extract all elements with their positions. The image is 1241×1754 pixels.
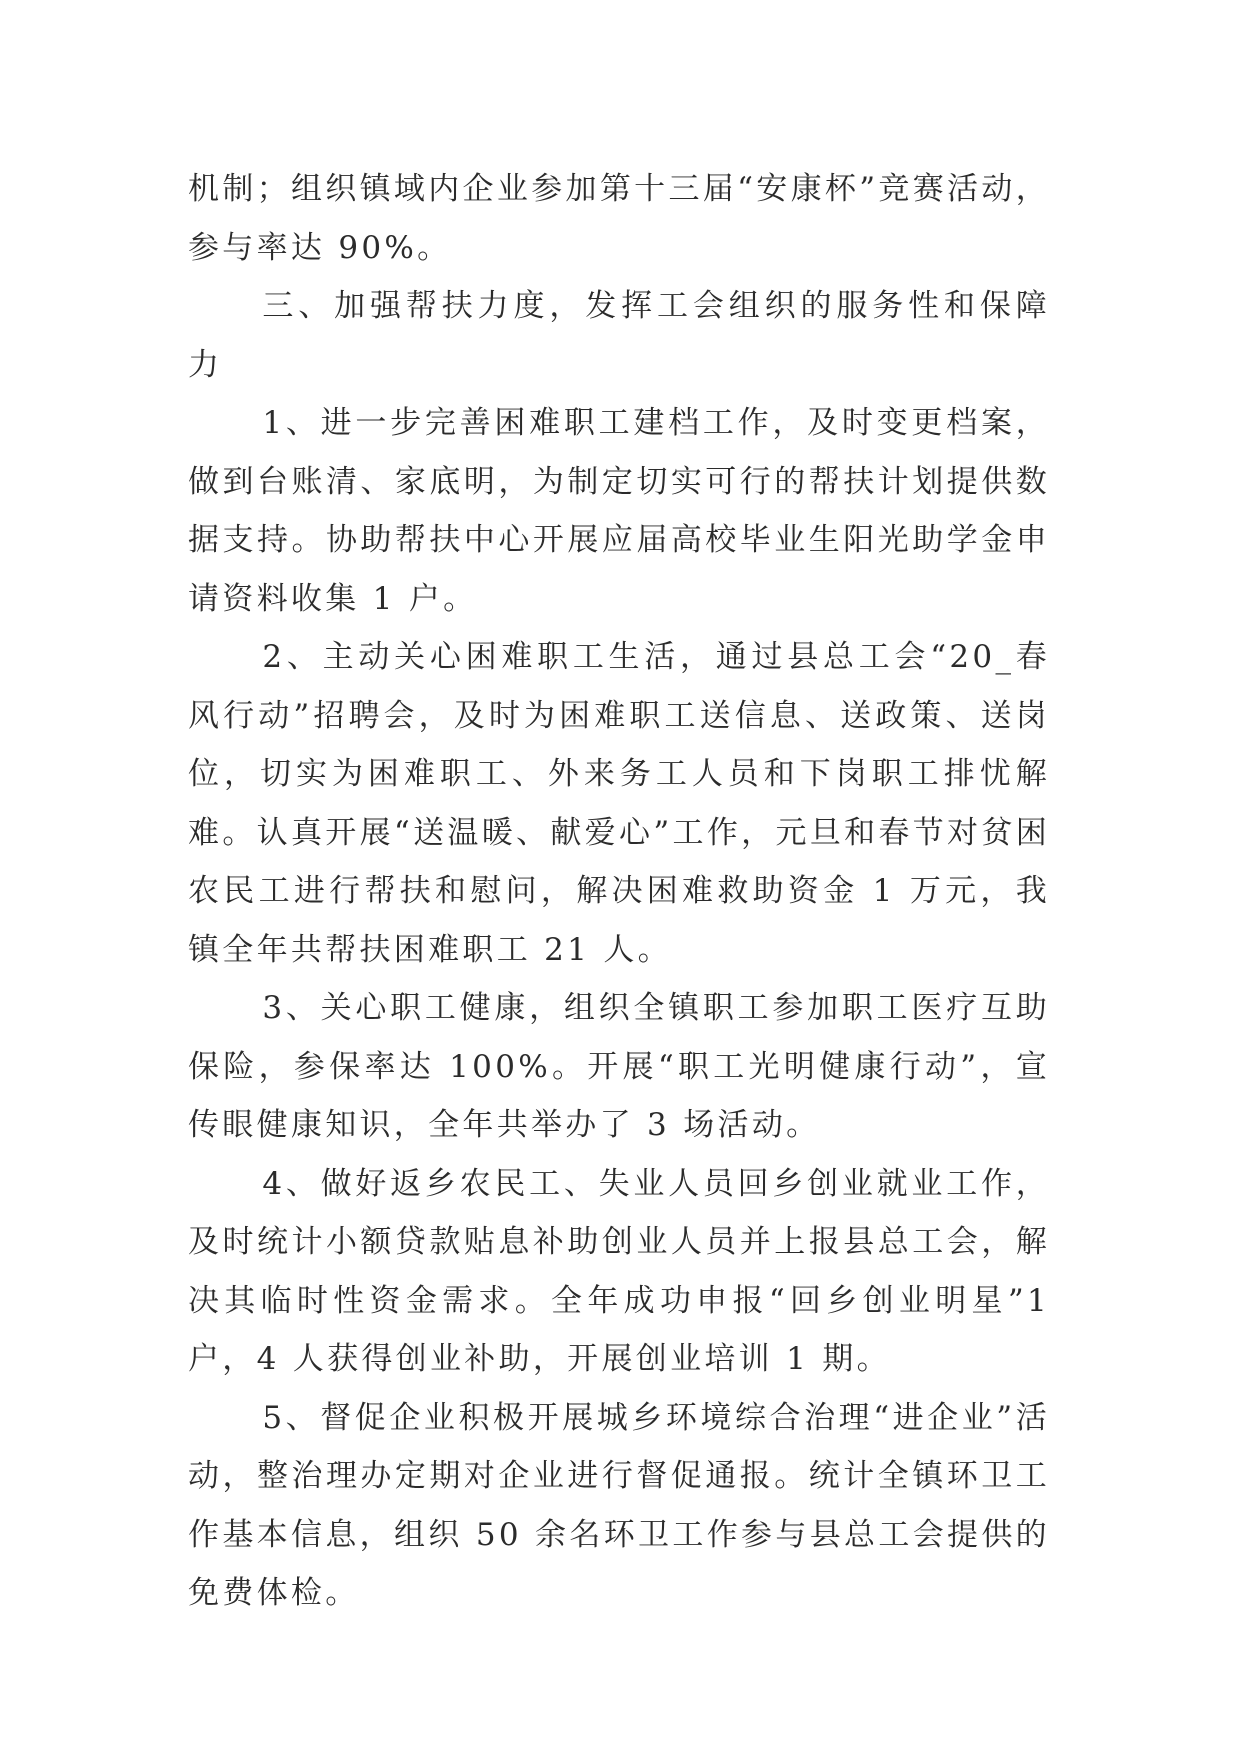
paragraph-continuation: 机制；组织镇域内企业参加第十三届“安康杯”竞赛活动，参与率达 90%。 [188,171,1050,266]
section-heading: 三、加强帮扶力度，发挥工会组织的服务性和保障力 [188,288,1050,383]
paragraph-item-3: 3、关心职工健康，组织全镇职工参加职工医疗互助保险，参保率达 100%。开展“职工光明健康行动”，宣传眼健康知识，全年共举办了 3 场活动。 [188,990,1050,1143]
paragraph-item-5: 5、督促企业积极开展城乡环境综合治理“进企业”活动，整治理办定期对企业进行督促通报。统计全镇环卫工作基本信息，组织 50 余名环卫工作参与县总工会提供的免费体检。 [188,1399,1050,1611]
paragraph-item-1: 1、进一步完善困难职工建档工作，及时变更档案，做到台账清、家底明，为制定切实可行的帮扶计划提供数据支持。协助帮扶中心开展应届高校毕业生阳光助学金申请资料收集 1 户。 [188,405,1050,617]
document-body [188,160,1050,1623]
paragraph-item-2: 2、主动关心困难职工生活，通过县总工会“20_春风行动”招聘会，及时为困难职工送信息、送政策、送岗位，切实为困难职工、外来务工人员和下岗职工排忧解难。认真开展“送温暖、献爱心”工作，元旦和春节对贫困农民工进行帮扶和慰问，解决困难救助资金 1 万元，我镇全年共帮扶困难职工 21 人。 [188,639,1050,968]
paragraph-item-4: 4、做好返乡农民工、失业人员回乡创业就业工作，及时统计小额贷款贴息补助创业人员并上报县总工会，解决其临时性资金需求。全年成功申报“回乡创业明星”1 户，4 人获得创业补助，开展创业培训 1 期。 [188,1165,1050,1377]
